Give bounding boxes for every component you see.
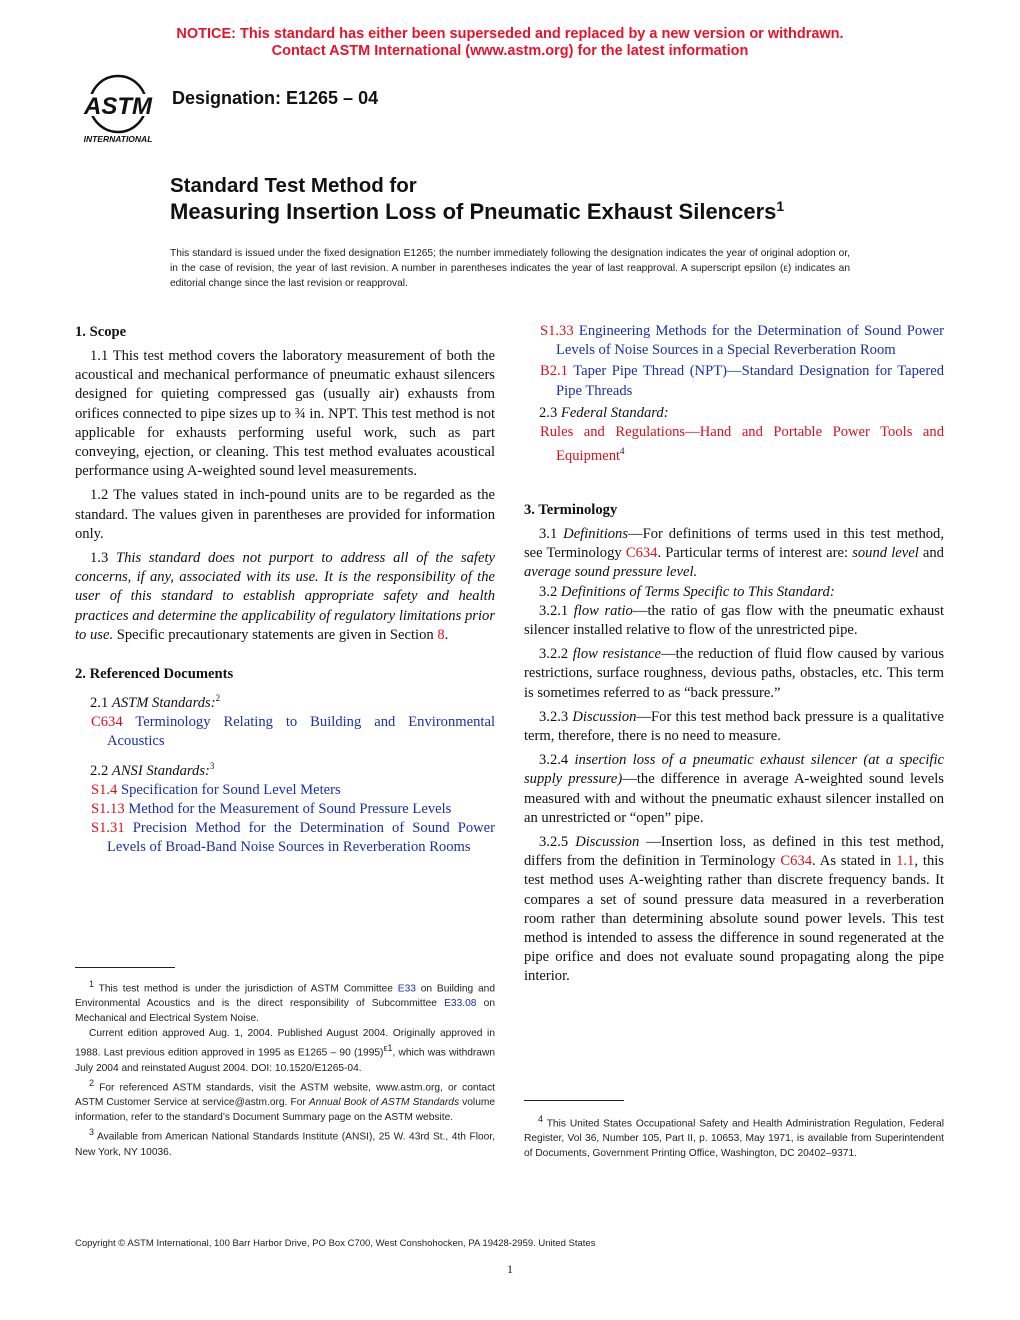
title-line-1: Standard Test Method for [170, 174, 417, 197]
c634-link[interactable]: C634 [780, 853, 813, 870]
footnote-marker: 2 [89, 1077, 95, 1088]
para-text: —For definitions of terms used in this test method, see Terminology [524, 526, 944, 562]
footnote-text: For referenced ASTM standards, visit the ASTM website, www.astm.org, or contact ASTM Customer Service at service@astm.org. For [75, 1082, 495, 1109]
footnote-marker: 1 [89, 979, 95, 989]
para-num: 1.3 [90, 550, 109, 567]
para-text: . [444, 626, 449, 643]
para-3-2-2 [524, 645, 944, 703]
footnotes-left [75, 977, 495, 1160]
federal-standard-label: Federal Standard: [560, 404, 669, 421]
ref-title-link[interactable]: Precision Method for the Determination of Sound Power Levels of Broad-Band Noise Sources in Reverberation Rooms [107, 819, 495, 856]
para-num: 3.2.2 [539, 646, 569, 663]
e33-link[interactable]: E33 [397, 983, 416, 995]
section-1-heading: 1. Scope [75, 324, 127, 340]
footnote-ref: 3 [209, 760, 215, 771]
title-main: Measuring Insertion Loss of Pneumatic Exhaust Silencers [170, 199, 777, 224]
term: average sound pressure level. [524, 564, 698, 581]
term: flow resistance [572, 646, 662, 663]
ref-b2-1 [524, 362, 944, 400]
footnote-ref: 2 [215, 693, 221, 704]
e33-08-link[interactable]: E33.08 [444, 998, 477, 1010]
title-line-2 [170, 198, 784, 225]
footnote-4 [524, 1112, 944, 1161]
footnote-text: on Building and Environmental Acoustics and is the direct responsibility of Subcommittee [75, 983, 495, 1010]
section-2-heading: 2. Referenced Documents [75, 666, 234, 683]
para-3-1 [524, 525, 944, 583]
para-1-2: 1.2 The values stated in inch-pound units are to be regarded as the standard. The values given in parentheses are provided for information only. [75, 487, 495, 542]
ref-code-link[interactable]: C634 [91, 714, 123, 731]
ref-s1-4 [75, 781, 495, 800]
ref-title-link[interactable]: Method for the Measurement of Sound Pressure Levels [128, 800, 452, 817]
para-1-1: 1.1 This test method covers the laboratory measurement of both the acoustical and mechanical performance of pneumatic exhaust silencers designed for quieting compressed gas (usually air) exhausts from orifices connected to pipe sizes up to ¾ in. NPT. This test method is not applicable for exhausts performing useful work, such as part conveying, ejection, or cleaning. This test method evaluates acoustical performance using A-weighted sound level measurements. [75, 348, 495, 480]
astm-logo [72, 74, 164, 146]
para-text: —the difference in average A-weighted sound levels measured with and without the pneumatic exhaust silencer installed on an unrestricted or “open” pipe. [524, 771, 944, 826]
para-num: 3.2.5 [539, 834, 569, 851]
safety-caveat: This standard does not purport to address all of the safety concerns, if any, associated with its use. It is the responsibility of the user of this standard to establish appropriate safety and health practices and determine the applicability of regulatory limitations prior to use. [75, 550, 495, 643]
footnote-text: volume information, refer to the standard’s Document Summary page on the ASTM website. [75, 1097, 496, 1124]
term: insertion loss of a pneumatic exhaust silencer (at a specific supply pressure) [524, 752, 944, 788]
para-num: 3.2.1 [539, 602, 569, 619]
ref-code-link[interactable]: S1.33 [540, 323, 574, 339]
para-1-3 [75, 549, 495, 645]
section-1-1-link[interactable]: 1.1 [896, 853, 915, 870]
ansi-standards-label: ANSI Standards: [111, 762, 210, 779]
para-3-2-4 [524, 751, 944, 828]
page-number: 1 [507, 1262, 513, 1276]
term: Discussion [572, 708, 637, 725]
para-text: —Insertion loss, as defined in this test method, differs from the definition in Terminology [524, 834, 945, 870]
footnotes-right [524, 1112, 944, 1161]
para-3-2-3 [524, 708, 944, 746]
ref-federal [524, 423, 944, 466]
title-footnote-ref: 1 [776, 198, 785, 214]
term: Discussion [575, 834, 640, 851]
designation: Designation: E1265 – 04 [172, 88, 379, 108]
epsilon-marker: ε1 [383, 1043, 393, 1054]
footnote-divider-left [75, 967, 175, 968]
ref-title-link[interactable]: Taper Pipe Thread (NPT)—Standard Designation for Tapered Pipe Threads [556, 363, 944, 399]
logo-text: ASTM [84, 93, 152, 120]
footnote-marker: 3 [89, 1127, 95, 1138]
para-text: . As stated in [812, 853, 892, 870]
para-text: . Particular terms of interest are: [657, 545, 849, 562]
ref-s1-13 [75, 800, 495, 819]
term: Definitions [563, 526, 629, 542]
para-3-2-5 [524, 833, 944, 987]
para-num: 3.1 [539, 526, 558, 542]
footnote-text: This United States Occupational Safety and Health Administration Regulation, Federal Register, Vol 36, Number 105, Part II, p. 10653, May 1971, is available from Superintendent of Documents, Government Printing Office, Washington, DC 20402–9371. [524, 1118, 944, 1160]
para-text: —For this test method back pressure is a qualitative term, therefore, there is no need to measure. [524, 708, 944, 745]
footnote-1 [75, 977, 495, 1026]
ref-code-link[interactable]: B2.1 [540, 363, 568, 380]
footnote-text: This test method is under the jurisdiction of ASTM Committee [94, 983, 398, 995]
para-2-2 [75, 757, 495, 781]
para-num: 3.2 [539, 583, 558, 600]
term: Definitions of Terms Specific to This Standard: [560, 583, 835, 600]
footnote-text: on Mechanical and Electrical System Noise. [75, 998, 495, 1025]
right-column-terminology [524, 500, 944, 992]
para-text: —the reduction of fluid flow caused by various restrictions, surface roughness, devious paths, obstacles, etc. This term is sometimes referred to as “back pressure.” [524, 646, 944, 701]
footnote-3 [75, 1125, 495, 1159]
footnote-ref: 4 [620, 446, 625, 457]
para-num: 3.2.3 [539, 708, 569, 725]
astm-standards-label: ASTM Standards: [111, 694, 216, 711]
para-2-1 [75, 689, 495, 713]
footnote-text: Available from American National Standards Institute (ANSI), 25 W. 43rd St., 4th Floor, New York, NY 10036. [75, 1131, 495, 1158]
footnote-2 [75, 1076, 495, 1125]
left-column [75, 322, 495, 857]
footnote-1-edition [75, 1026, 495, 1075]
footnote-marker: 4 [538, 1114, 544, 1124]
section-3-heading: 3. Terminology [524, 502, 618, 518]
issuance-note: This standard is issued under the fixed designation E1265; the number immediately following the designation indicates the year of original adoption or, in the case of revision, the year of last revision. A number in parentheses indicates the year of last reapproval. A superscript epsilon (ε) indicates an editorial change since the last revision or reapproval. [170, 248, 850, 289]
para-num: 2.2 [90, 762, 109, 779]
term: sound level [852, 545, 919, 562]
para-text: , this test method uses A-weighting rather than discrete frequency bands. It compares a set of sound pressure data measured in a reverberation room rather than determining absolute sound power levels. This test method is intended to assess the difference in sound regenerated at the pipe orifice and does not evaluate sound propagating along the pipe interior. [524, 853, 944, 985]
ref-c634 [75, 713, 495, 751]
para-3-2 [524, 583, 944, 602]
section-8-link[interactable]: 8 [437, 626, 445, 643]
ref-s1-31 [75, 819, 495, 857]
footnote-text: , which was withdrawn July 2004 and reinstated August 2004. DOI: 10.1520/E1265-04. [75, 1047, 495, 1074]
ref-title-link[interactable]: Engineering Methods for the Determination of Sound Power Levels of Noise Sources in a Special Reverberation Room [556, 323, 945, 359]
ref-code-link[interactable]: S1.4 [91, 781, 118, 798]
copyright-footer: Copyright © ASTM International, 100 Barr Harbor Drive, PO Box C700, West Conshohocken, PA 19428-2959. United States [75, 1238, 596, 1249]
para-text: and [922, 545, 944, 562]
ref-s1-33 [524, 322, 944, 360]
notice-line-2: Contact ASTM International (www.astm.org) for the latest information [271, 43, 749, 59]
ref-code-link[interactable]: S1.13 [91, 800, 125, 817]
notice-line-1: NOTICE: This standard has either been superseded and replaced by a new version or withdrawn. [176, 26, 844, 42]
footnote-divider-right [524, 1100, 624, 1101]
c634-link[interactable]: C634 [625, 545, 658, 562]
ref-title-link[interactable]: Rules and Regulations—Hand and Portable Power Tools and Equipment [540, 424, 944, 465]
para-2-3 [524, 404, 944, 423]
para-text: —the ratio of gas flow with the pneumatic exhaust silencer installed relative to flow of the unrestricted pipe. [524, 602, 944, 639]
ref-title-link[interactable]: Terminology Relating to Building and Environmental Acoustics [107, 714, 495, 750]
footnote-text: Annual Book of ASTM Standards [308, 1097, 460, 1109]
ref-code-link[interactable]: S1.31 [91, 819, 125, 836]
term: flow ratio [573, 602, 633, 619]
para-num: 2.1 [90, 694, 109, 711]
notice-banner [0, 26, 1020, 60]
right-column-top [524, 322, 944, 466]
ref-title-link[interactable]: Specification for Sound Level Meters [121, 781, 341, 798]
para-text: Specific precautionary statements are given in Section [116, 626, 434, 643]
para-num: 2.3 [539, 404, 558, 421]
para-3-2-1 [524, 602, 944, 640]
para-num: 3.2.4 [539, 752, 569, 769]
footnote-text: Current edition approved Aug. 1, 2004. Published August 2004. Originally approved in 1988. Last previous edition approved in 1995 as E1265 – 90 (1995) [75, 1028, 495, 1059]
logo-subtext: INTERNATIONAL [83, 134, 153, 144]
